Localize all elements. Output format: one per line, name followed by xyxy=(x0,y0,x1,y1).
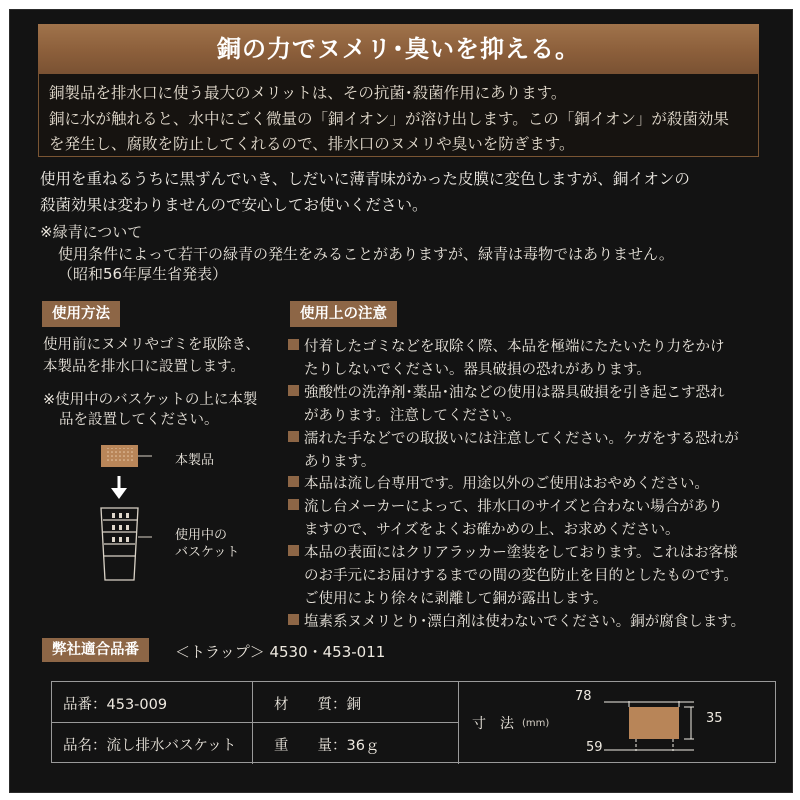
product-illustration xyxy=(101,445,138,467)
header-banner xyxy=(38,24,759,74)
basket-label: バスケット xyxy=(175,545,240,560)
caution-text: があります。注意してください。 xyxy=(304,407,521,424)
product-name: 品名：流し排水バスケット xyxy=(63,738,237,754)
usage-line: 使用前にヌメリやゴミを取除き、 xyxy=(43,337,260,353)
divider xyxy=(252,682,253,764)
cautions-label: 使用上の注意 xyxy=(290,301,397,327)
bullet-square-icon xyxy=(288,339,299,350)
install-diagram xyxy=(90,442,180,582)
dim-top: 78 xyxy=(575,689,592,704)
weight: 重 量：36ｇ xyxy=(274,738,380,754)
caution-text: 塩素系ヌメリとり･漂白剤は使わないでください。銅が腐食します。 xyxy=(304,613,746,630)
dim-side: 35 xyxy=(706,711,723,726)
intro-box xyxy=(38,74,759,157)
caution-text: あります。 xyxy=(304,453,376,470)
usage-line: 本製品を排水口に設置します。 xyxy=(43,359,245,375)
part-number: 品番：453-009 xyxy=(63,697,168,713)
usage-label: 使用方法 xyxy=(42,301,120,327)
caution-text: ご使用により徐々に剥離して銅が露出します。 xyxy=(304,590,608,607)
bullet-square-icon xyxy=(288,431,299,442)
usage-line: 品を設置してください。 xyxy=(59,412,219,428)
bullet-square-icon xyxy=(288,476,299,487)
caution-text: 本品は流し台専用です。用途以外のご使用はおやめください。 xyxy=(304,476,709,493)
material: 材 質：銅 xyxy=(274,697,361,713)
verdigris-heading: ※緑青について xyxy=(40,223,143,241)
dimensions-unit: (mm) xyxy=(522,718,550,729)
caution-text: 流し台メーカーによって、排水口のサイズと合わない場合があり xyxy=(304,499,723,516)
caution-text: ますので、サイズをよくお確かめの上、お求めください。 xyxy=(304,522,680,539)
intro-line: 銅に水が触れると、水中にごく微量の「銅イオン」が溶け出します。この「銅イオン」が殺菌効果 xyxy=(49,110,729,128)
caution-text: 本品の表面にはクリアラッカー塗装をしております。これはお客様 xyxy=(304,545,738,562)
caution-text: 付着したゴミなどを取除く際、本品を極端にたたいたり力をかけ xyxy=(304,339,725,355)
description-line: 殺菌効果は変わりませんので安心してお使いください。 xyxy=(40,196,428,214)
intro-line: 銅製品を排水口に使う最大のメリットは、その抗菌･殺菌作用にあります。 xyxy=(49,84,567,102)
verdigris-source: （昭和56年厚生省発表） xyxy=(58,265,228,283)
dim-bottom: 59 xyxy=(586,740,603,755)
basket-label: 使用中の xyxy=(175,528,228,543)
product-label: 本製品 xyxy=(175,453,215,468)
basket-slots xyxy=(112,513,129,542)
bullet-square-icon xyxy=(288,614,299,625)
product-side-view xyxy=(629,707,679,739)
caution-text: のお手元にお届けするまでの間の変色防止を目的としたものです。 xyxy=(304,568,738,584)
usage-line: ※使用中のバスケットの上に本製 xyxy=(43,392,258,408)
spec-table xyxy=(51,681,776,763)
caution-text: たりしないでください。器具破損の恐れがあります。 xyxy=(304,361,651,378)
compatible-value: ＜トラップ＞ 4530・453-011 xyxy=(175,643,386,661)
arrow-down-icon xyxy=(111,476,127,499)
bullet-square-icon xyxy=(288,499,299,510)
caution-text: 濡れた手などでの取扱いには注意してください。ケガをする恐れが xyxy=(304,430,739,447)
compatible-label: 弊社適合品番 xyxy=(42,638,149,662)
caution-text: 強酸性の洗浄剤･薬品･油などの使用は器具破損を引き起こす恐れ xyxy=(304,384,725,401)
divider xyxy=(52,722,458,723)
header-title: 銅の力でヌメリ･臭いを抑える。 xyxy=(217,35,580,63)
dimension-diagram xyxy=(592,688,712,758)
dimensions-label: 寸 法 xyxy=(472,716,514,732)
package-panel xyxy=(9,9,793,793)
intro-line: を発生し、腐敗を防止してくれるので、排水口のヌメリや臭いを防ぎます。 xyxy=(49,135,575,153)
description-line: 使用を重ねるうちに黒ずんでいき、しだいに薄青味がかった皮膜に変色しますが、銅イオンの xyxy=(40,170,690,188)
divider xyxy=(458,682,459,764)
basket-illustration xyxy=(101,508,138,580)
bullet-square-icon xyxy=(288,545,299,556)
verdigris-body: 使用条件によって若干の緑青の発生をみることがありますが、緑青は毒物ではありません。 xyxy=(58,245,674,263)
bullet-square-icon xyxy=(288,385,299,396)
